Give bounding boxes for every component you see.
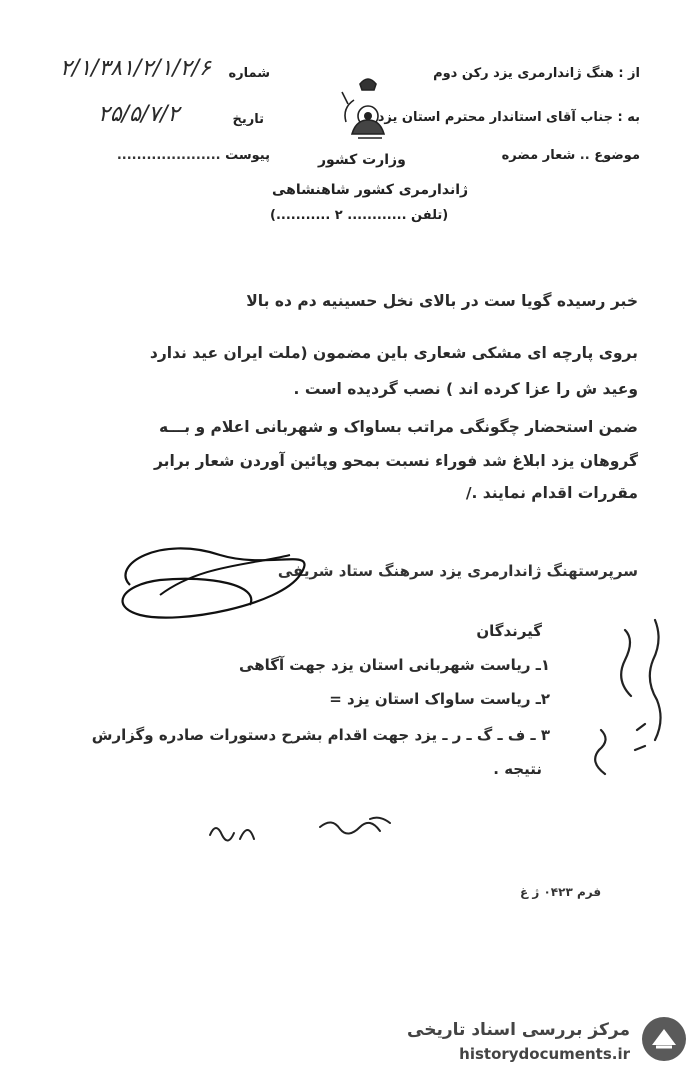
date-handwritten: ۲۵/۵/۷/۲ (98, 102, 180, 127)
to-label: به : (617, 110, 640, 125)
from-label: از : (618, 66, 640, 81)
number-line (228, 66, 270, 81)
footer-org-fa: مرکز بررسی اسناد تاریخی (407, 1020, 630, 1040)
from-value: هنگ ژاندارمری یزد رکن دوم (433, 66, 614, 81)
subject-value: شعار مضره (501, 148, 576, 163)
number-label: شماره (228, 66, 270, 81)
form-code: فرم ۰۴۲۳ ژ غ (520, 885, 602, 899)
subject-line: موضوع .. شعار مضره (501, 148, 640, 163)
lion-sun-emblem-icon (338, 74, 398, 152)
footer-site-en: historydocuments.ir (459, 1045, 630, 1063)
to-value: جناب آقای استاندار محترم استان یزد (377, 110, 613, 125)
date-line (233, 112, 265, 127)
attachment-label: پیوست (225, 148, 270, 163)
phone-text: (تلفن ............ ۲ ...........) (270, 208, 449, 223)
to-line (378, 110, 640, 125)
ministry-text: وزارت کشور (318, 152, 406, 168)
body-line-2: بروی پارچه ای مشکی شعاری باین مضمون (ملت ایران عید ندارد (149, 344, 638, 362)
recipient-3: ۳ ـ ف ـ گ ـ ر ـ یزد جهت اقدام بشرح دستورات صادره وگزارش (91, 726, 550, 744)
recipient-3-cont: نتیجه . (493, 760, 542, 778)
recipient-2: ۲ـ ریاست ساواک استان یزد = (329, 690, 550, 708)
signature-line: سرپرستهنگ ژاندارمری یزد سرهنگ ستاد شریفی (277, 562, 638, 580)
handwritten-signature (100, 525, 340, 635)
org-text: ژاندارمری کشور شاهنشاهی (272, 182, 469, 198)
bottom-handwriting (200, 805, 420, 855)
body-line-6: مقررات اقدام نمایند ./ (465, 484, 638, 502)
attachment-line: پیوست ..................... (116, 148, 270, 163)
from-line (433, 66, 640, 81)
number-handwritten: ۲/۱/۳۸۱/۲/۱/۲/۶ (60, 56, 211, 81)
body-line-5: گروهان یزد ابلاغ شد فوراء نسبت بمحو وپائین آوردن شعار برابر (153, 452, 638, 470)
body-line-4: ضمن استحضار چگونگی مراتب بساواک و شهربانی اعلام و بـــه (158, 418, 638, 436)
date-label: تاریخ (232, 112, 264, 127)
recipients-title: گیرندگان (476, 622, 542, 640)
margin-handwriting (585, 610, 685, 790)
subject-label: موضوع (594, 148, 640, 163)
archive-logo-icon (640, 1015, 688, 1063)
body-line-1: خبر رسیده گویا ست در بالای نخل حسینیه دم ده بالا (246, 292, 638, 310)
body-line-3: وعید ش را عزا کرده اند ) نصب گردیده است . (293, 380, 638, 398)
recipient-1: ۱ـ ریاست شهربانی استان یزد جهت آگاهی (239, 656, 550, 674)
